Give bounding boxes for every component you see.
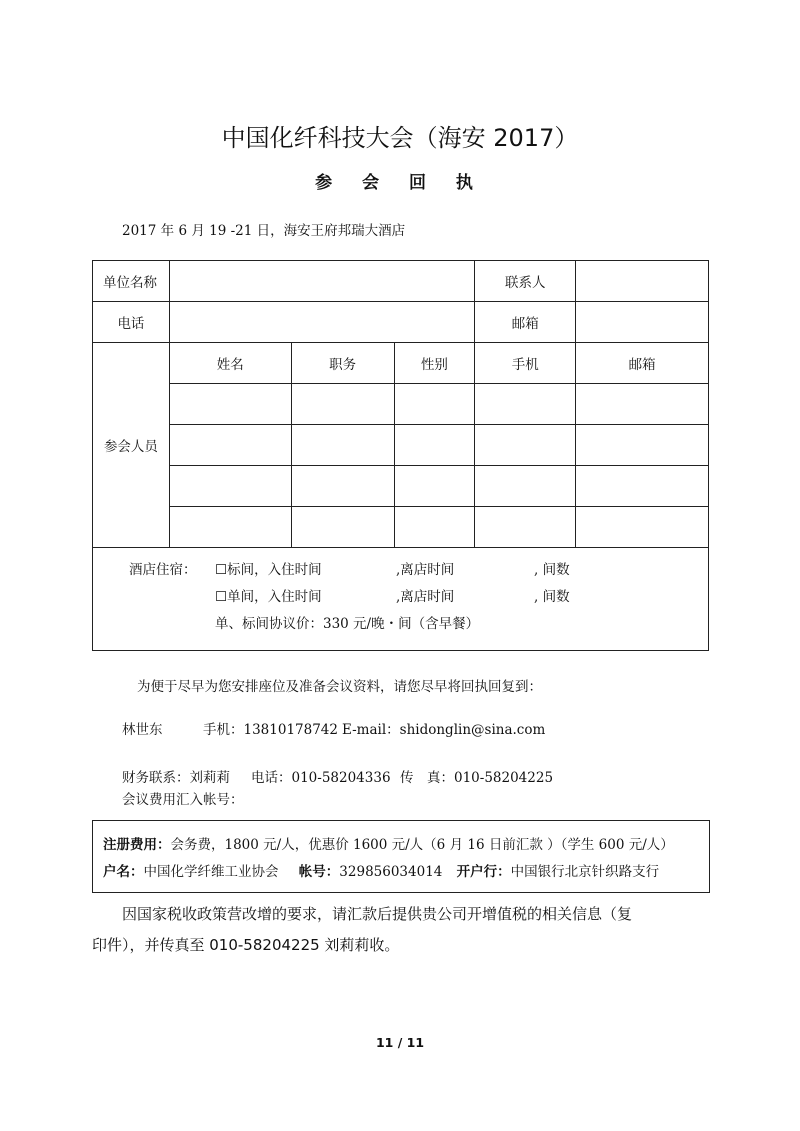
attendee-cell[interactable] [475,466,576,507]
hotel-label: 酒店住宿： [129,562,197,578]
attendee-cell[interactable] [169,507,291,548]
phone-label: 电话 [93,302,170,343]
attendee-cell[interactable] [394,425,475,466]
attendee-cell[interactable] [394,507,475,548]
account-note: 会议费用汇入帐号： [122,792,244,808]
column-position: 职务 [291,343,394,384]
fee-label: 注册费用： [103,837,171,853]
attendee-cell[interactable] [475,425,576,466]
reply-note: 为便于尽早为您安排座位及准备会议资料，请您尽早将回执回复到： [137,679,542,695]
single-room-option[interactable]: ☐单间，入住时间 [215,589,322,605]
phone-field[interactable] [169,302,474,343]
account-line [103,860,659,880]
contact-person-label: 联系人 [475,261,576,302]
column-name: 姓名 [169,343,291,384]
attendee-row [93,507,709,548]
event-date-location: 2017 年 6 月 19 -21 日，海安王府邦瑞大酒店 [122,223,406,239]
attendee-row [93,384,709,425]
attendee-cell[interactable] [394,466,475,507]
fee-line [103,833,674,853]
bank-name: 中国银行北京针织路支行 [510,864,660,880]
column-email: 邮箱 [576,343,709,384]
registration-fee-box [92,820,710,893]
hotel-section [93,548,709,651]
attendee-cell[interactable] [291,466,394,507]
column-gender: 性别 [394,343,475,384]
contact-name: 林世东 [122,722,163,738]
attendee-cell[interactable] [475,384,576,425]
attendee-cell[interactable] [169,425,291,466]
contact-phone: 手机：13810178742 [203,722,338,738]
checkout-label: ,离店时间 [396,589,455,605]
attendees-label: 参会人员 [93,343,170,548]
room-price: 单、标间协议价：330 元/晚・间（含早餐） [215,616,480,632]
document-subtitle: 参 会 回 执 [315,173,485,193]
account-no-label: 帐号： [298,864,340,880]
attendee-row [93,425,709,466]
finance-contact: 财务联系：刘莉莉 [122,770,230,786]
tax-note-line-2: 印件），并传真至 010-58204225 刘莉莉收。 [92,936,400,954]
attendee-row [93,466,709,507]
contact-email[interactable]: E-mail：shidonglin@sina.com [342,722,546,738]
attendee-cell[interactable] [576,507,709,548]
account-name: 中国化学纤维工业协会 [143,864,279,880]
attendee-cell[interactable] [394,384,475,425]
unit-name-field[interactable] [169,261,474,302]
account-name-label: 户名： [103,864,144,880]
contact-person-field[interactable] [576,261,709,302]
room-count-label: , 间数 [534,562,570,578]
attendee-cell[interactable] [576,466,709,507]
finance-fax: 传 真：010-58204225 [400,770,554,786]
email-label: 邮箱 [475,302,576,343]
tax-note-line-1: 因国家税收政策营改增的要求，请汇款后提供贵公司开增值税的相关信息（复 [122,905,633,923]
bank-label: 开户行： [456,864,511,880]
document-title: 中国化纤科技大会（海安 2017） [221,124,579,152]
email-field[interactable] [576,302,709,343]
attendee-cell[interactable] [291,384,394,425]
registration-form-table [92,260,709,651]
attendee-cell[interactable] [475,507,576,548]
finance-phone: 电话：010-58204336 [251,770,391,786]
attendee-cell[interactable] [576,384,709,425]
account-no: 329856034014 [339,864,443,880]
fee-text: 会务费，1800 元/人，优惠价 1600 元/人（6 月 16 日前汇款 ）（学生 600 元/人） [170,837,674,853]
column-mobile: 手机 [475,343,576,384]
unit-name-label: 单位名称 [93,261,170,302]
attendee-cell[interactable] [169,466,291,507]
attendee-cell[interactable] [291,425,394,466]
attendee-cell[interactable] [291,507,394,548]
room-count-label: , 间数 [534,589,570,605]
page-number: 11 / 11 [375,1035,425,1050]
checkout-label: ,离店时间 [396,562,455,578]
standard-room-option[interactable]: ☐标间，入住时间 [215,562,322,578]
attendee-cell[interactable] [576,425,709,466]
attendee-cell[interactable] [169,384,291,425]
